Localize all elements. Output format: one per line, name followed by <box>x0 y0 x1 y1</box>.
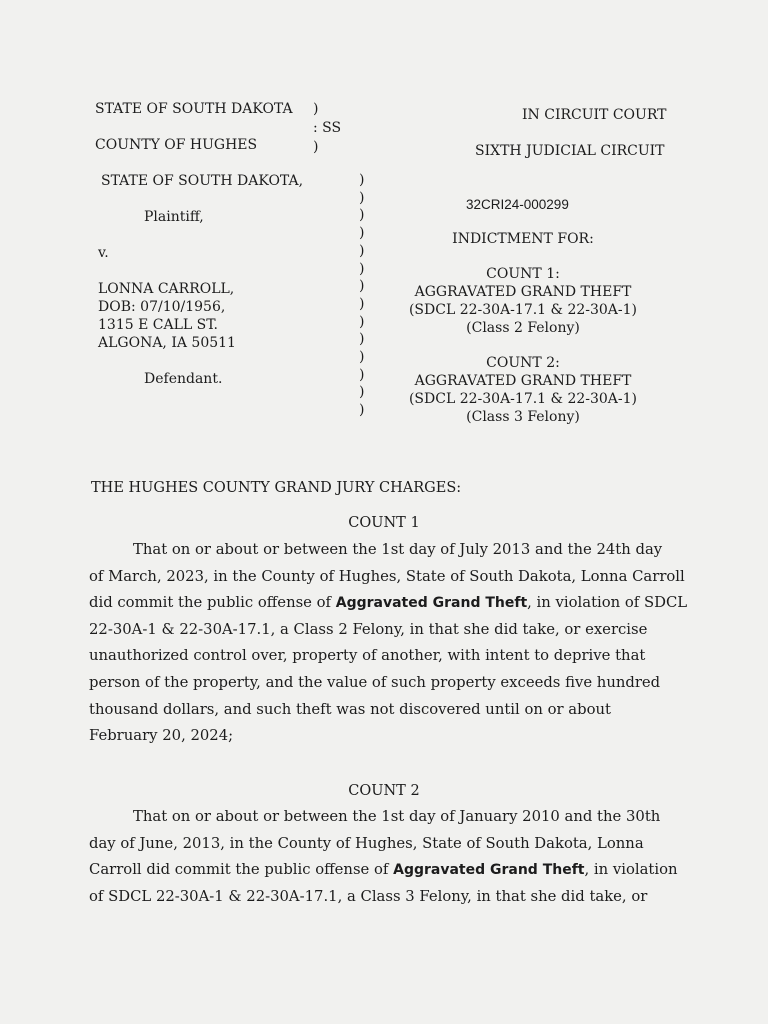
count1-paragraph <box>89 537 688 750</box>
count1-line: February 20, 2024; <box>89 727 234 745</box>
case-number: 32CRI24-000299 <box>466 197 569 212</box>
defendant-street: 1315 E CALL ST. <box>98 317 218 333</box>
count1-heading: COUNT 1 <box>348 515 420 531</box>
count1-line: 22-30A-1 & 22-30A-17.1, a Class 2 Felony, in that she did take, or exercise <box>89 620 648 638</box>
count1-line: That on or about or between the 1st day of July 2013 and the 24th day <box>133 541 663 558</box>
count2-line <box>89 857 678 884</box>
count1-line3-pre: did commit the public offense of <box>89 594 336 612</box>
count1-line: person of the property, and the value of such property exceeds five hundred <box>89 673 661 691</box>
defendant-role: Defendant. <box>144 371 223 387</box>
count1-label: COUNT 1: <box>486 266 560 282</box>
count2-line: of SDCL 22-30A-1 & 22-30A-17.1, a Class 3 Felony, in that she did take, or <box>89 887 648 905</box>
count2-heading: COUNT 2 <box>348 783 420 799</box>
count2-line3-post: , in violation <box>584 861 678 879</box>
judicial-circuit: SIXTH JUDICIAL CIRCUIT <box>475 143 665 159</box>
caption-county: COUNTY OF HUGHES <box>95 137 258 153</box>
defendant-city: ALGONA, IA 50511 <box>98 335 236 351</box>
count1-line3-post: , in violation of SDCL <box>527 594 688 612</box>
count2-paragraph <box>89 804 678 910</box>
caption-paren-top: ) <box>313 101 319 117</box>
caption-ss: : SS <box>313 120 342 136</box>
count2-offense-bold: Aggravated Grand Theft <box>393 862 585 879</box>
count2-label: COUNT 2: <box>486 355 560 371</box>
count1-offense-bold: Aggravated Grand Theft <box>335 595 528 612</box>
caption-state: STATE OF SOUTH DAKOTA <box>95 101 293 117</box>
count1-line <box>89 590 688 617</box>
caption-paren-column: ) ) ) ) ) ) ) ) ) ) ) ) ) ) <box>359 172 365 419</box>
count1-line: unauthorized control over, property of another, with intent to deprive that <box>89 647 646 665</box>
court-name: IN CIRCUIT COURT <box>522 107 667 123</box>
defendant-name: LONNA CARROLL, <box>98 281 235 297</box>
count1-line: of March, 2023, in the County of Hughes, State of South Dakota, Lonna Carroll <box>89 567 685 585</box>
count2-class: (Class 3 Felony) <box>466 409 580 425</box>
plaintiff-name: STATE OF SOUTH DAKOTA, <box>101 173 304 189</box>
count2-line: day of June, 2013, in the County of Hughes, State of South Dakota, Lonna <box>89 834 644 852</box>
indictment-for: INDICTMENT FOR: <box>452 231 594 247</box>
count1-statute: (SDCL 22-30A-17.1 & 22-30A-1) <box>408 302 638 318</box>
defendant-dob: DOB: 07/10/1956, <box>98 299 226 315</box>
charges-heading: THE HUGHES COUNTY GRAND JURY CHARGES: <box>91 480 462 496</box>
count2-summary <box>395 354 651 426</box>
count2-offense: AGGRAVATED GRAND THEFT <box>414 373 632 389</box>
count1-line: thousand dollars, and such theft was not discovered until on or about <box>89 700 611 718</box>
plaintiff-role: Plaintiff, <box>144 209 204 225</box>
versus: v. <box>98 245 109 261</box>
count1-offense: AGGRAVATED GRAND THEFT <box>414 284 632 300</box>
count2-statute: (SDCL 22-30A-17.1 & 22-30A-1) <box>408 391 638 407</box>
count2-line: That on or about or between the 1st day of January 2010 and the 30th <box>133 808 661 825</box>
caption-paren-bottom: ) <box>313 139 319 155</box>
count1-class: (Class 2 Felony) <box>466 320 580 336</box>
count2-line3-pre: Carroll did commit the public offense of <box>89 861 394 879</box>
count1-summary <box>395 265 651 337</box>
